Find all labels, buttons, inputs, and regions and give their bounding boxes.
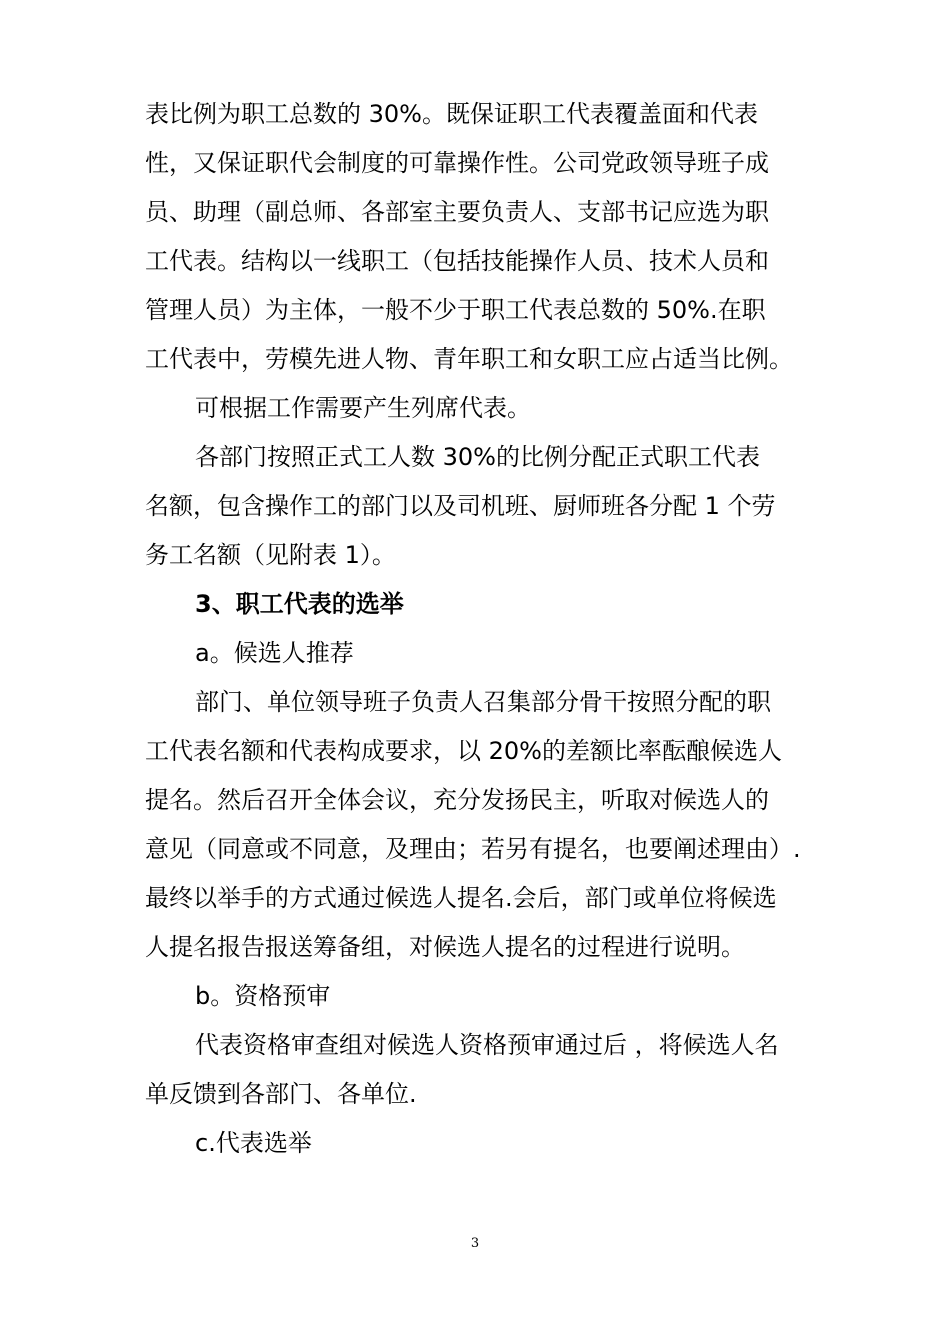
text-line: 提名。然后召开全体会议，充分发扬民主，听取对候选人的 (145, 786, 769, 814)
page-number: 3 (470, 1236, 480, 1251)
text-line: 性，又保证职代会制度的可靠操作性。公司党政领导班子成 (145, 149, 769, 177)
section-heading: 3、职工代表的选举 (195, 590, 404, 618)
text-line: 名额，包含操作工的部门以及司机班、厨师班各分配 1 个劳 (145, 492, 776, 520)
text-line: 工代表。结构以一线职工（包括技能操作人员、技术人员和 (145, 247, 769, 275)
text-line: 务工名额（见附表 1）。 (145, 541, 396, 569)
text-line: 各部门按照正式工人数 30%的比例分配正式职工代表 (195, 443, 760, 471)
text-line: 最终以举手的方式通过候选人提名.会后，部门或单位将候选 (145, 884, 777, 912)
text-line: 代表资格审查组对候选人资格预审通过后 ，将候选人名 (195, 1031, 779, 1059)
text-line: 单反馈到各部门、各单位. (145, 1080, 417, 1108)
subsection-heading: a。候选人推荐 (195, 639, 354, 667)
subsection-heading: b。资格预审 (195, 982, 331, 1010)
text-line: 人提名报告报送筹备组，对候选人提名的过程进行说明。 (145, 933, 745, 961)
body-text (145, 90, 815, 1168)
text-line: 工代表名额和代表构成要求，以 20%的差额比率酝酿候选人 (145, 737, 782, 765)
subsection-heading: c.代表选举 (195, 1129, 312, 1157)
text-line: 部门、单位领导班子负责人召集部分骨干按照分配的职 (195, 688, 771, 716)
text-line: 意见（同意或不同意，及理由；若另有提名，也要阐述理由）. (145, 835, 801, 863)
text-line: 表比例为职工总数的 30%。既保证职工代表覆盖面和代表 (145, 100, 758, 128)
text-line: 可根据工作需要产生列席代表。 (195, 394, 531, 422)
text-line: 管理人员）为主体，一般不少于职工代表总数的 50%.在职 (145, 296, 766, 324)
text-line: 工代表中，劳模先进人物、青年职工和女职工应占适当比例。 (145, 345, 793, 373)
text-line: 员、助理（副总师、各部室主要负责人、支部书记应选为职 (145, 198, 769, 226)
